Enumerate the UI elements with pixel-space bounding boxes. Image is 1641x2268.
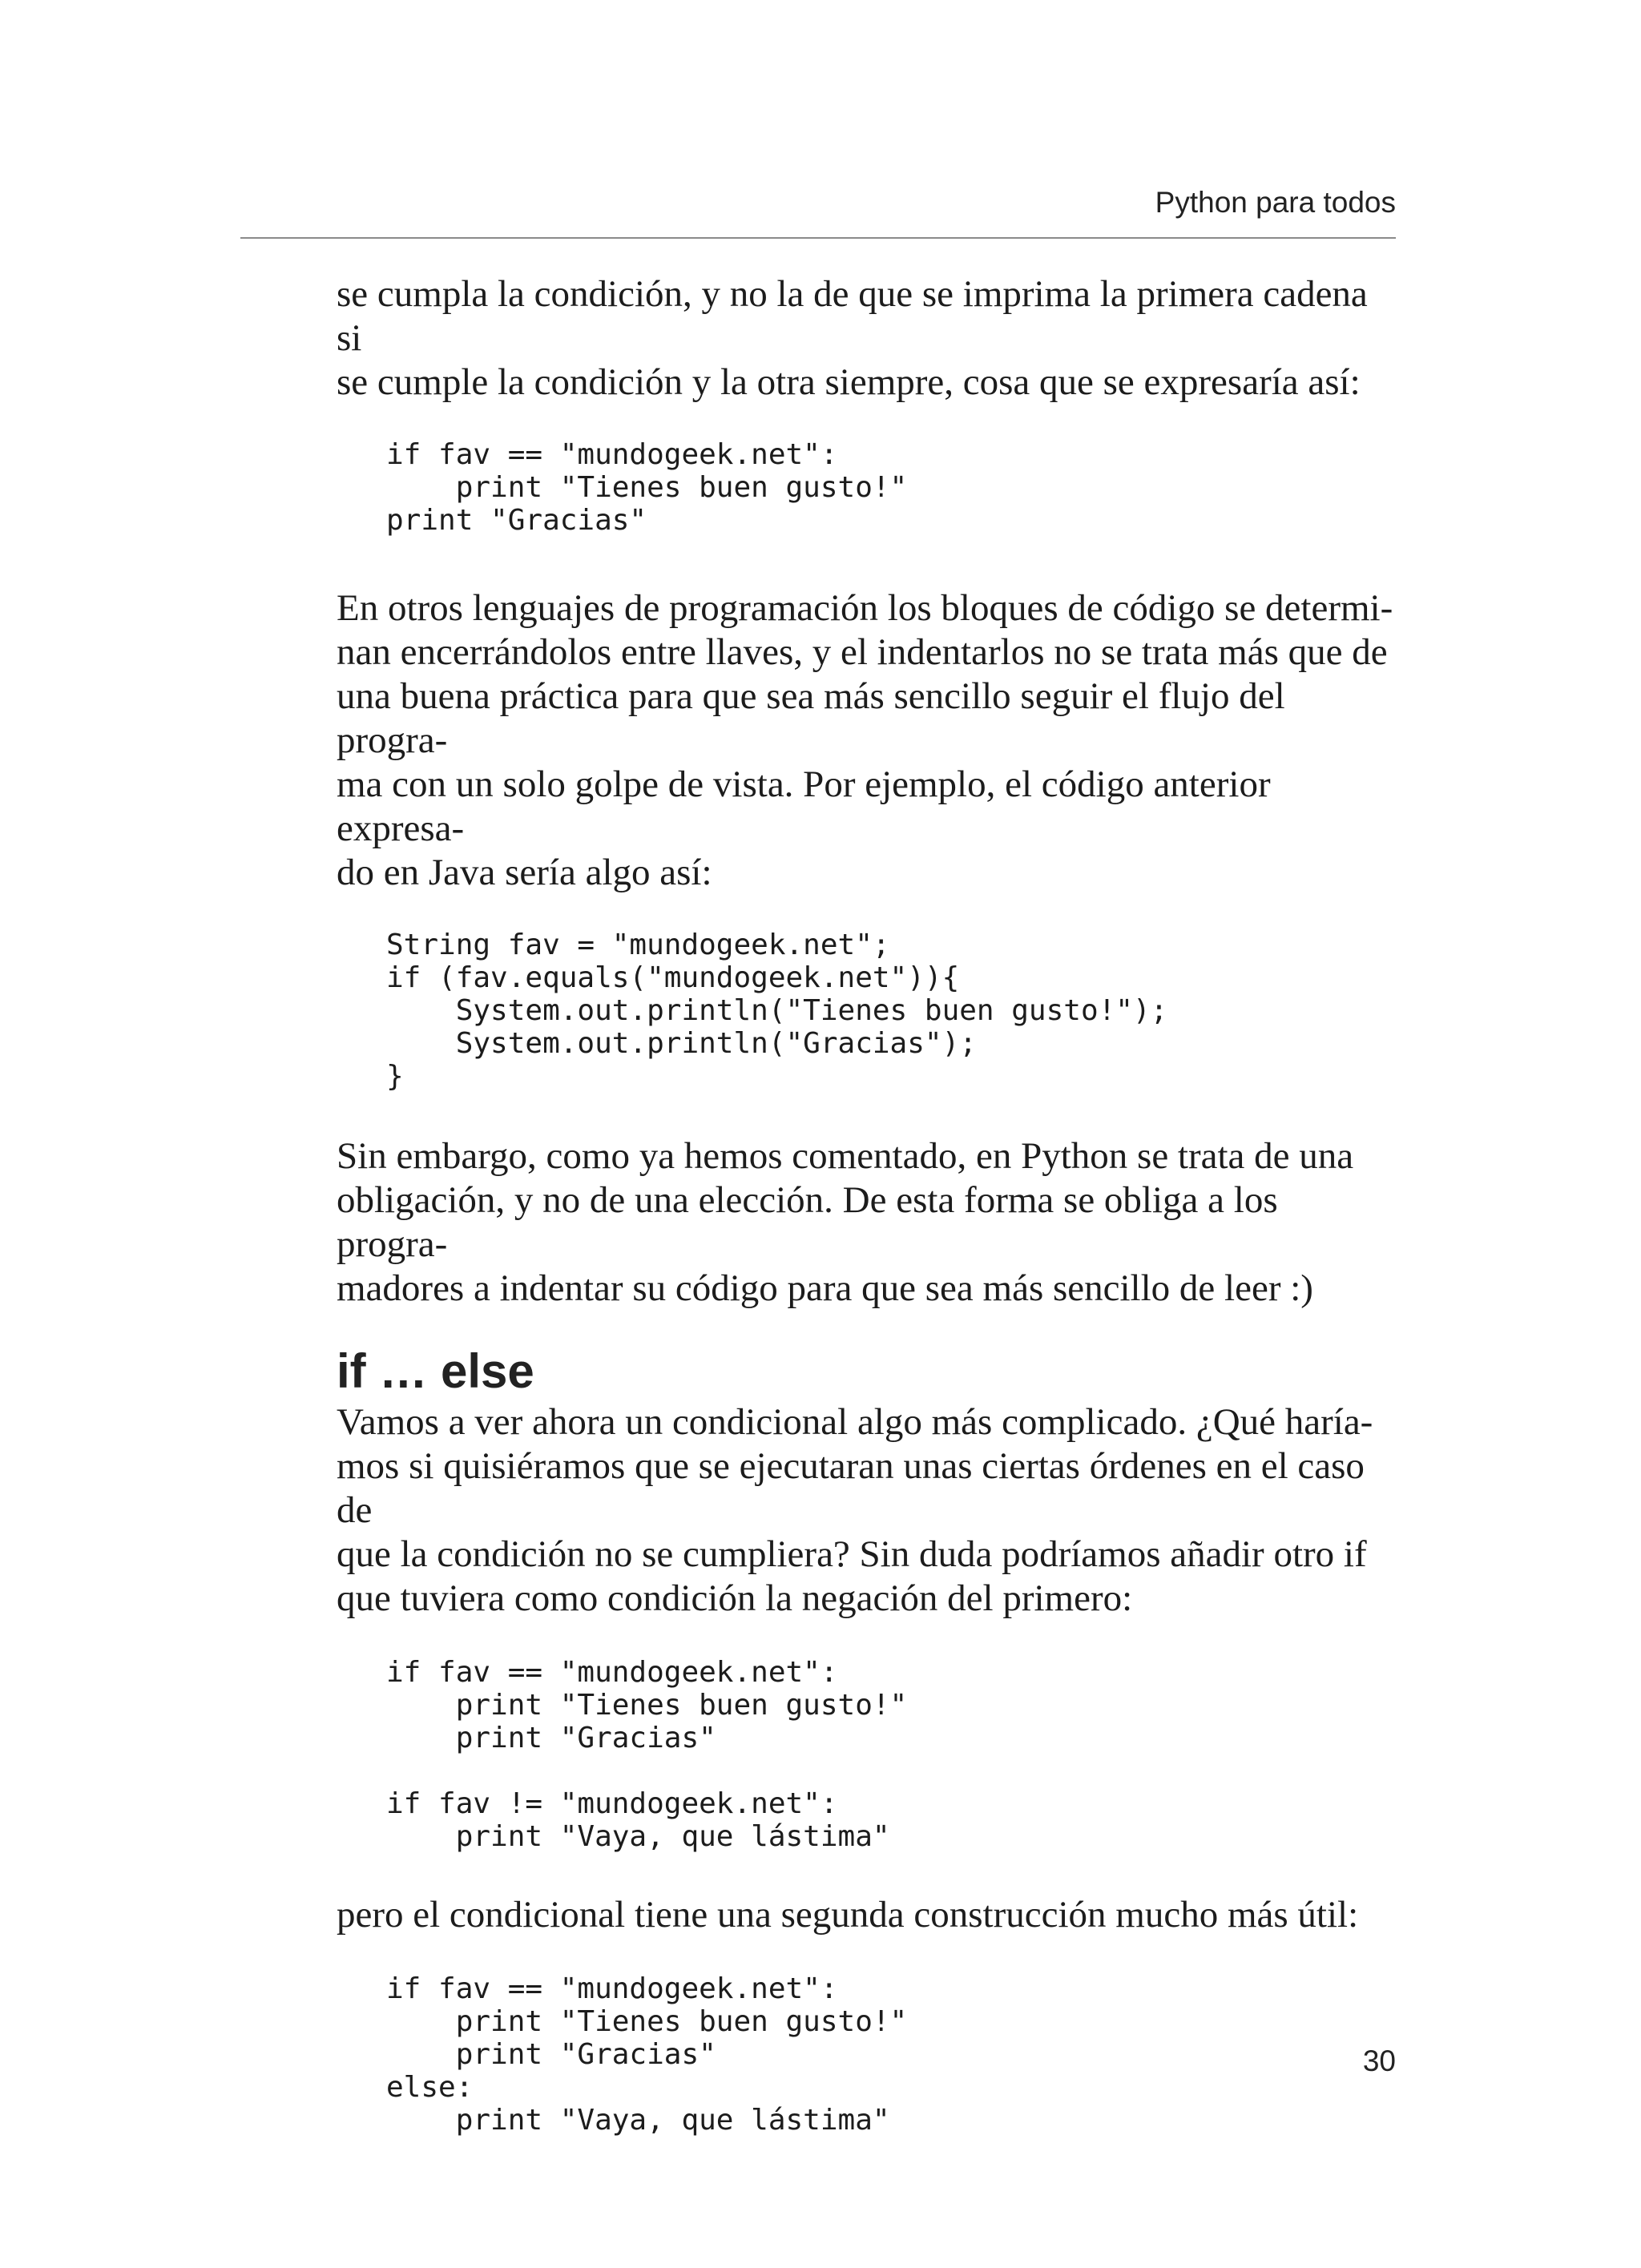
section-heading-if-else: if … else: [337, 1344, 534, 1398]
code-block-java: String fav = "mundogeek.net"; if (fav.equals("mundogeek.net")){ System.out.println("Tienes buen gusto!"); System.out.println("Gracias"); }: [386, 929, 1168, 1093]
code-block-if-else: if fav == "mundogeek.net": print "Tienes buen gusto!" print "Gracias" else: print "Vaya, que lástima": [386, 1972, 908, 2137]
running-header: [240, 181, 1396, 239]
page-number: 30: [1362, 2044, 1396, 2077]
page-body: [337, 272, 1396, 2137]
paragraph-intro: se cumpla la condición, y no la de que se imprima la primera cadena si se cumple la condición y la otra siempre, cosa que se expresaría así:: [337, 273, 1368, 403]
paragraph-other-languages: En otros lenguajes de programación los bloques de código se determi- nan encerrándolos entre llaves, y el indentarlos no se trata más que de una buena práctica para que sea más sencillo seguir el flujo del progra- ma con un solo golpe de vista. Por ejemplo, el código anterior expresa- do en Java sería algo así:: [337, 587, 1393, 893]
paragraph-python-obligation: Sin embargo, como ya hemos comentado, en Python se trata de una obligación, y no de una elección. De esta forma se obliga a los progra- madores a indentar su código para que sea más sencillo de leer :): [337, 1135, 1354, 1309]
paragraph-second-construction: pero el condicional tiene una segunda construcción mucho más útil:: [337, 1894, 1359, 1936]
code-block-two-ifs: if fav == "mundogeek.net": print "Tienes buen gusto!" print "Gracias" if fav != "mundogeek.net": print "Vaya, que lástima": [386, 1656, 908, 1853]
code-block-python-if: if fav == "mundogeek.net": print "Tienes buen gusto!" print "Gracias": [386, 438, 908, 537]
header-title: Python para todos: [1155, 186, 1396, 219]
paragraph-complex-conditional: Vamos a ver ahora un condicional algo más complicado. ¿Qué haría- mos si quisiéramos que se ejecutaran unas ciertas órdenes en el caso de que la condición no se cumpliera? Sin duda podríamos añadir otro if que tuviera como condición la negación del primero:: [337, 1401, 1373, 1619]
